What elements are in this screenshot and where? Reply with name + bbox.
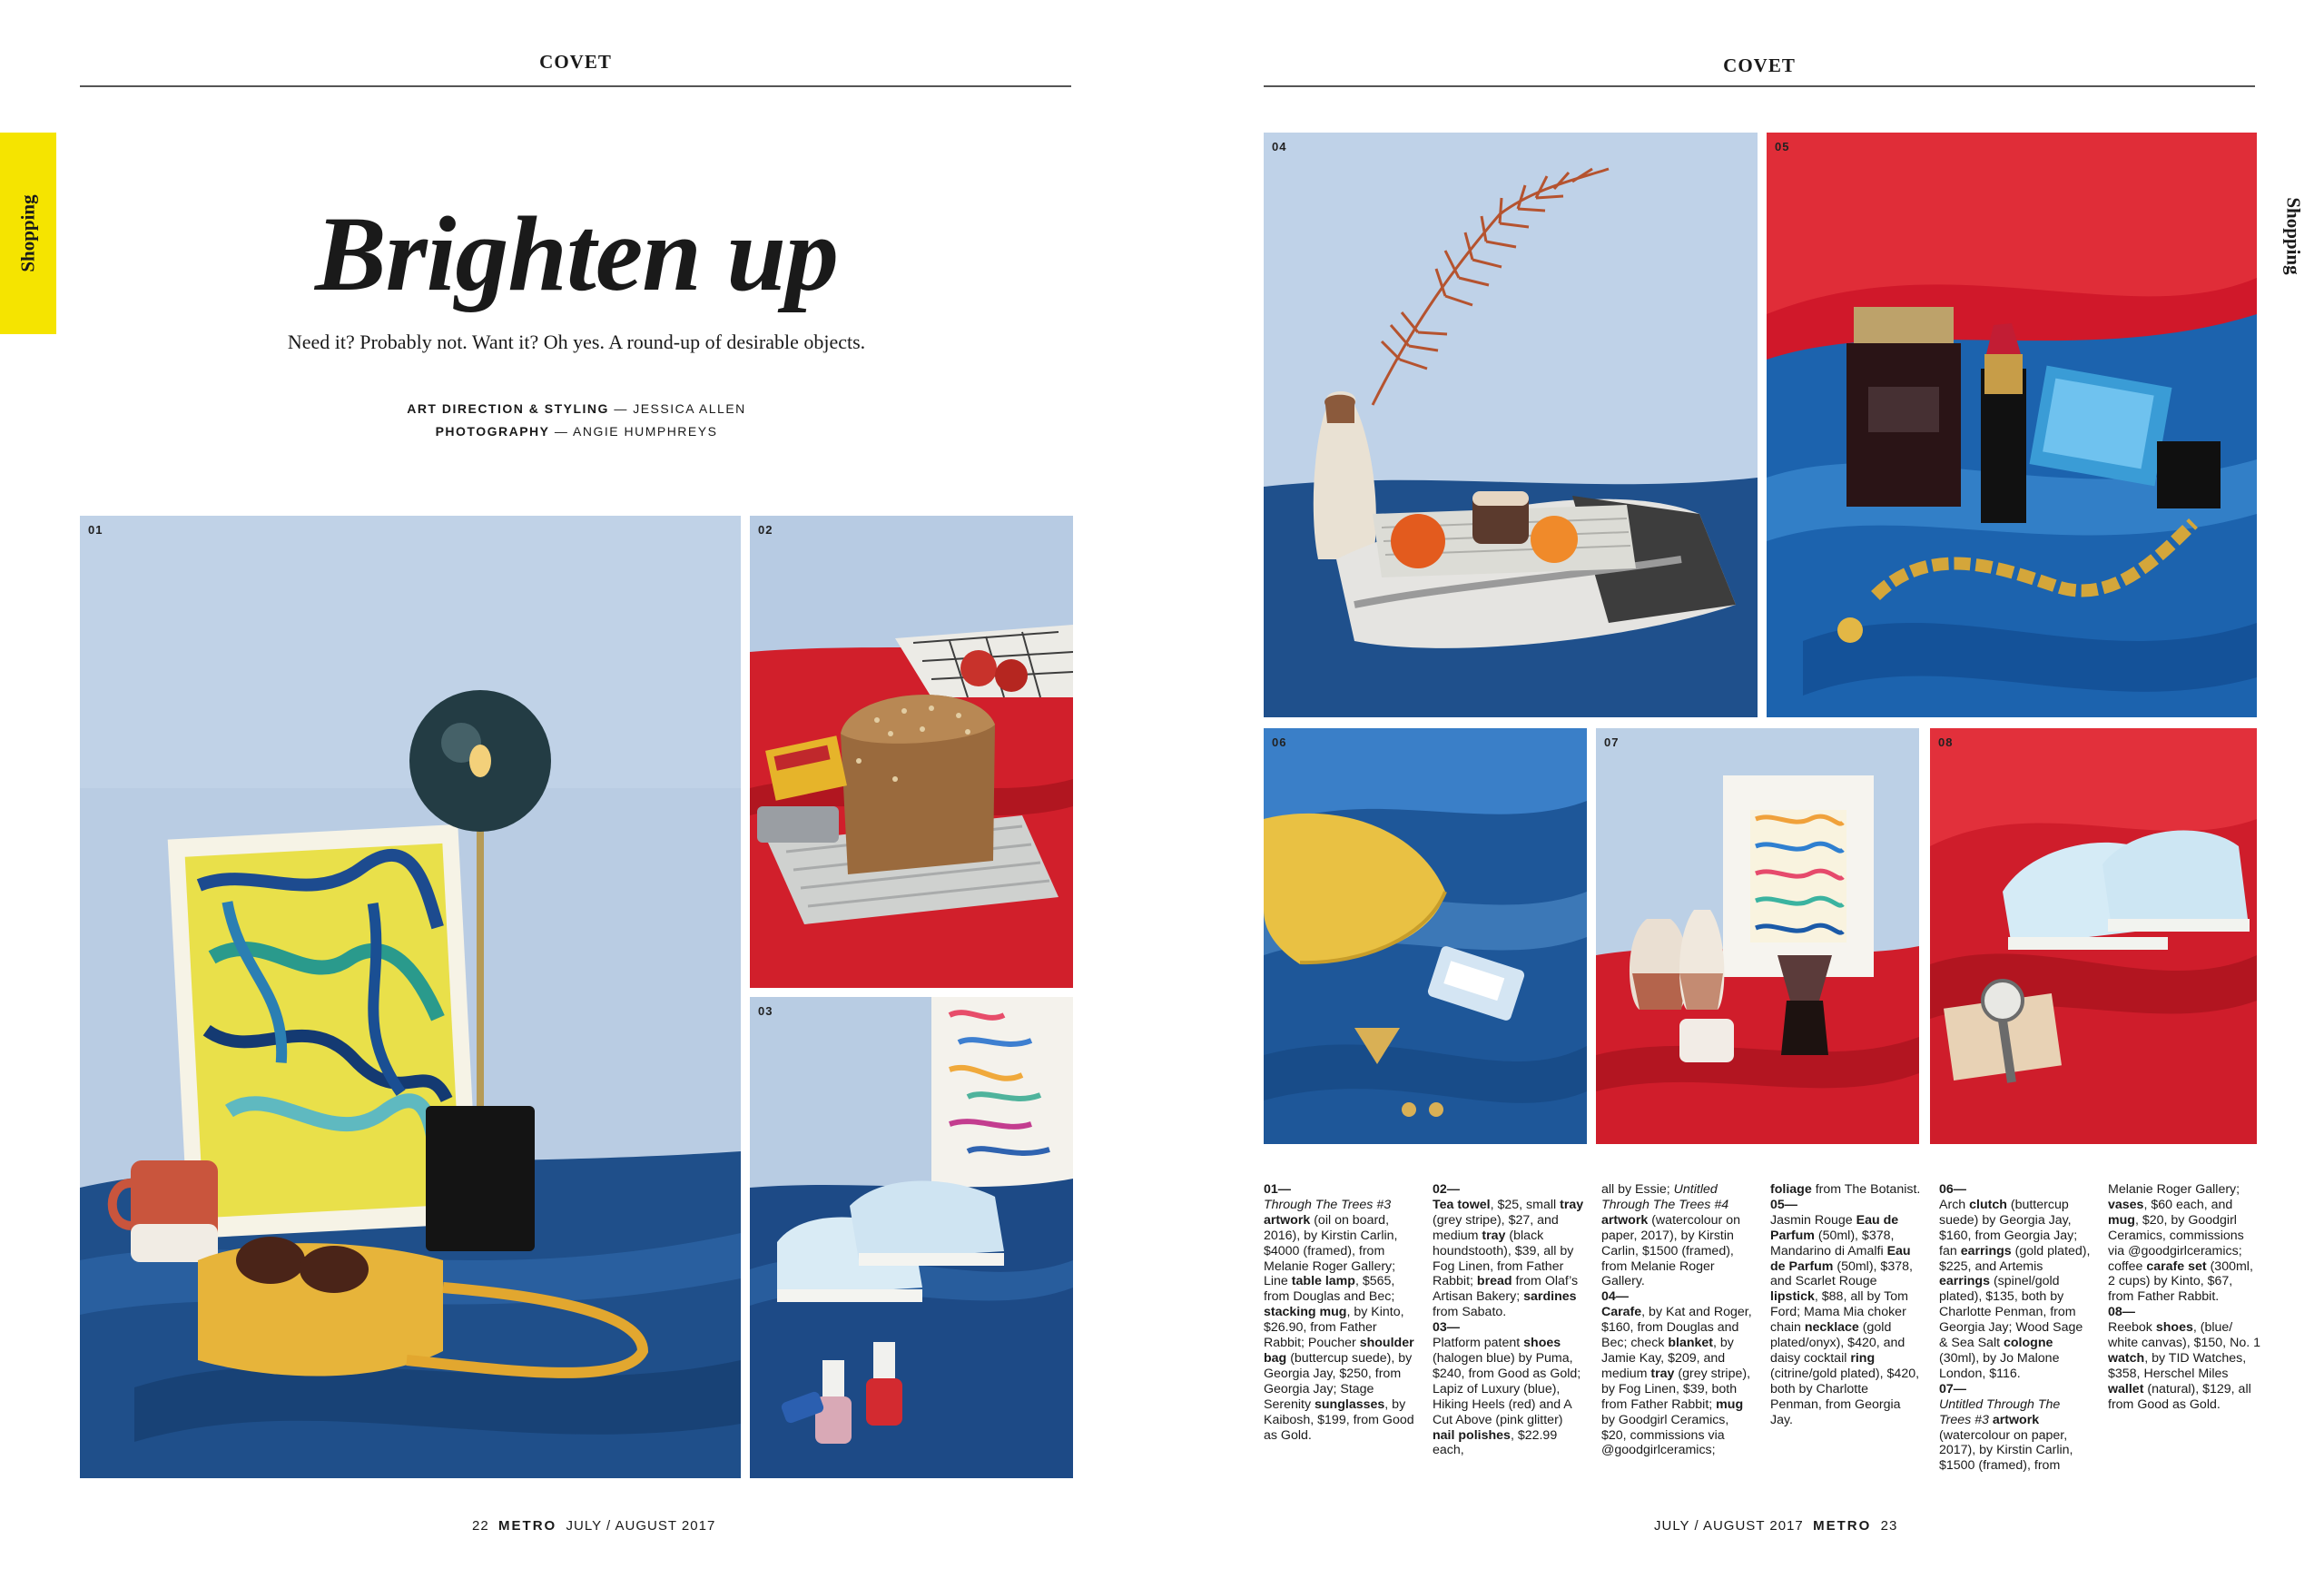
issue-date: JULY / AUGUST 2017 (566, 1518, 716, 1534)
caption-text: sardines (1523, 1289, 1577, 1305)
caption-text: (grey stripe), by Fog Linen, $39, both from Father Rabbit; (1601, 1366, 1751, 1412)
photo-08 (1930, 728, 2257, 1144)
caption-text: (watercolour on paper, 2017), by Kirstin Carlin, $1500 (framed), from Melanie Roger Gallery. (1601, 1212, 1740, 1289)
caption-text: , $88, all by Tom Ford; Mama Mia choker chain (1770, 1289, 1908, 1336)
photo-02-image (750, 516, 1073, 988)
credit-sep: — (554, 424, 569, 439)
caption-text: sunglasses (1315, 1396, 1385, 1412)
section-tab-label: Shopping (16, 194, 39, 272)
photo-07-image (1596, 728, 1919, 1144)
caption-text: bread (1476, 1274, 1512, 1289)
caption-text: , by TID Watches, $358, Herschel Miles (2108, 1350, 2247, 1381)
caption-text: Reebok (2108, 1320, 2152, 1336)
credit-sep: — (614, 401, 628, 416)
caption-text: shoes (2155, 1320, 2193, 1336)
caption-text: Arch (1939, 1197, 1966, 1212)
photo-number: 01 (88, 523, 103, 537)
caption-text: artwork (1601, 1212, 1649, 1228)
page-number: 22 (472, 1518, 489, 1534)
caption-text: foliage (1770, 1182, 1812, 1197)
caption-text: (citrine/gold plated), $420, both by Charlotte Penman, from Georgia Jay. (1770, 1366, 1920, 1427)
caption-text: tray (1482, 1228, 1506, 1243)
photo-01-image (80, 516, 741, 1478)
caption-text: , by Jamie Kay, $209, and medium (1601, 1336, 1734, 1381)
caption-text: earrings (1960, 1243, 2012, 1258)
caption-text: wallet (2108, 1381, 2144, 1396)
folio-left (472, 1518, 715, 1534)
caption-text: shoulder bag (1264, 1336, 1414, 1366)
caption-number: 02— (1433, 1182, 1460, 1197)
caption-column-1 (1264, 1182, 1416, 1443)
caption-text: mug (1716, 1396, 1744, 1412)
photo-04 (1264, 133, 1758, 717)
caption-text: (300ml, 2 cups) by Kinto, $67, from Father Rabbit. (2108, 1258, 2253, 1305)
header-rule-left (80, 85, 1071, 87)
caption-text: , $25, small (1490, 1197, 1557, 1212)
caption-text: , by Kinto, $26.90, from Father Rabbit; Poucher (1264, 1305, 1404, 1351)
caption-text: (50ml), $378, Mandarino di Amalfi (1770, 1228, 1895, 1258)
caption-block (1264, 1182, 2260, 1509)
photo-number: 05 (1775, 140, 1790, 153)
photo-number: 07 (1604, 735, 1620, 749)
caption-text: lipstick (1770, 1289, 1815, 1305)
caption-text: Eau de Parfum (1770, 1212, 1899, 1243)
caption-text: ring (1850, 1350, 1876, 1366)
section-label-right: COVET (1723, 54, 1796, 76)
caption-column-4 (1770, 1182, 1923, 1428)
caption-text: from Olaf’s Artisan Bakery; (1433, 1274, 1579, 1305)
photo-number: 06 (1272, 735, 1287, 749)
caption-text: Untitled Through The Trees #3 (1939, 1396, 2061, 1427)
photo-06-image (1264, 728, 1587, 1144)
caption-text: earrings (1939, 1274, 1990, 1289)
caption-text: artwork (1264, 1212, 1311, 1228)
photo-01 (80, 516, 741, 1478)
caption-text: all by Essie; (1601, 1182, 1670, 1197)
section-label-left: COVET (539, 51, 612, 73)
section-tab (0, 133, 56, 334)
caption-text: , $20, by Goodgirl Ceramics, commissions via @goodgirlceramics; coffee (2108, 1212, 2244, 1274)
caption-text: , by Kat and Roger, $160, from Douglas and Bec; check (1601, 1305, 1752, 1351)
caption-text: (halogen blue) by Puma, $240, from Good as Gold; Lapiz of Luxury (blue), Hiking Heels (red) and A Cut Above (pink glitter) (1433, 1350, 1581, 1427)
issue-date: JULY / AUGUST 2017 (1654, 1518, 1804, 1534)
caption-text: from The Botanist. (1815, 1182, 1921, 1197)
photo-03 (750, 997, 1073, 1478)
photo-02 (750, 516, 1073, 988)
caption-text: stacking mug (1264, 1305, 1347, 1320)
caption-text: (buttercup suede) by Georgia Jay, $160, from Georgia Jay; fan (1939, 1197, 2078, 1258)
photo-03-image (750, 997, 1073, 1478)
caption-text: Untitled Through The Trees #4 (1601, 1182, 1729, 1212)
caption-text: , $22.99 each, (1433, 1427, 1558, 1458)
caption-text: (grey stripe), $27, and medium (1433, 1212, 1559, 1243)
caption-text: , $565, from Douglas and Bec; (1264, 1274, 1395, 1305)
caption-text: vases (2108, 1197, 2144, 1212)
caption-text: , (blue/ white canvas), $150, No. 1 (2108, 1320, 2260, 1351)
photo-04-image (1264, 133, 1758, 717)
caption-number: 06— (1939, 1182, 1966, 1197)
caption-text: Platform patent (1433, 1336, 1521, 1351)
caption-text: (buttercup suede), by Georgia Jay, $250, from Georgia Jay; Stage Serenity (1264, 1350, 1413, 1412)
header-rule-right (1264, 85, 2255, 87)
caption-text: tray (1650, 1366, 1675, 1381)
photo-05 (1767, 133, 2257, 717)
caption-text: cologne (2004, 1336, 2053, 1351)
page-number: 23 (1880, 1518, 1898, 1534)
page-title: Brighten up (315, 194, 838, 313)
photo-number: 02 (758, 523, 773, 537)
caption-text: tray (1560, 1197, 1584, 1212)
caption-text: Through The Trees #3 (1264, 1197, 1392, 1212)
photo-number: 08 (1938, 735, 1954, 749)
photo-08-image (1930, 728, 2257, 1144)
credit-name: ANGIE HUMPHREYS (573, 424, 718, 439)
caption-text: (gold plated), $225, and Artemis (1939, 1243, 2091, 1274)
caption-number: 05— (1770, 1197, 1797, 1212)
caption-text: Carafe (1601, 1305, 1642, 1320)
standfirst: Need it? Probably not. Want it? Oh yes. A round-up of desirable objects. (287, 331, 866, 353)
caption-number: 04— (1601, 1289, 1629, 1305)
caption-text: (gold plated/onyx), $420, and daisy cocktail (1770, 1320, 1905, 1366)
caption-text: from Sabato. (1433, 1305, 1507, 1320)
caption-text: Jasmin Rouge (1770, 1212, 1853, 1228)
credit-role: PHOTOGRAPHY (435, 424, 550, 439)
credit-styling (82, 401, 1071, 416)
caption-text: artwork (1992, 1412, 2040, 1427)
credit-role: ART DIRECTION & STYLING (407, 401, 609, 416)
caption-text: Tea towel (1433, 1197, 1491, 1212)
credit-name: JESSICA ALLEN (633, 401, 746, 416)
caption-text: (30ml), by Jo Malone London, $116. (1939, 1350, 2060, 1381)
caption-number: 08— (2108, 1305, 2135, 1320)
caption-text: (natural), $129, all from Good as Gold. (2108, 1381, 2251, 1412)
caption-text: (black houndstooth), $39, all by Fog Linen, from Father Rabbit; (1433, 1228, 1574, 1289)
caption-column-5 (1939, 1182, 2092, 1474)
caption-column-6 (2108, 1182, 2260, 1413)
photo-07 (1596, 728, 1919, 1144)
magazine-name: METRO (498, 1518, 557, 1534)
photo-05-image (1767, 133, 2257, 717)
caption-text: watch (2108, 1350, 2145, 1366)
caption-column-2 (1433, 1182, 1585, 1458)
caption-text: by Goodgirl Ceramics, $20, commissions via @goodgirlceramics; (1601, 1412, 1729, 1458)
caption-text: table lamp (1291, 1274, 1355, 1289)
magazine-name: METRO (1813, 1518, 1872, 1534)
caption-text: , $60 each, and (2143, 1197, 2233, 1212)
caption-text: mug (2108, 1212, 2135, 1228)
caption-column-3 (1601, 1182, 1754, 1458)
folio-right (1654, 1518, 1897, 1534)
photo-number: 03 (758, 1004, 773, 1018)
caption-text: shoes (1523, 1336, 1561, 1351)
caption-text: necklace (1804, 1320, 1859, 1336)
caption-text: (50ml), $378, and Scarlet Rouge (1770, 1258, 1913, 1289)
caption-text: clutch (1969, 1197, 2007, 1212)
caption-text: Melanie Roger Gallery; (2108, 1182, 2240, 1197)
caption-number: 07— (1939, 1381, 1966, 1396)
caption-text: carafe set (2146, 1258, 2207, 1274)
caption-number: 01— (1264, 1182, 1291, 1197)
caption-number: 03— (1433, 1320, 1460, 1336)
photo-06 (1264, 728, 1587, 1144)
caption-text: (watercolour on paper, 2017), by Kirstin Carlin, $1500 (framed), from (1939, 1427, 2073, 1474)
caption-text: (spinel/gold plated), $135, both by Charlotte Penman, from Georgia Jay; Wood Sage & Sea Salt (1939, 1274, 2083, 1351)
caption-text: nail polishes (1433, 1427, 1511, 1443)
caption-text: blanket (1668, 1336, 1714, 1351)
caption-text: (oil on board, 2016), by Kirstin Carlin, $4000 (framed), from Melanie Roger Gallery; Line (1264, 1212, 1398, 1289)
caption-text: Eau de Parfum (1770, 1243, 1911, 1274)
photo-number: 04 (1272, 140, 1287, 153)
caption-text: , by Kaibosh, $199, from Good as Gold. (1264, 1396, 1414, 1443)
side-label-text: Shopping (2282, 197, 2305, 275)
credit-photography (82, 424, 1071, 439)
side-label-right (2266, 182, 2320, 291)
